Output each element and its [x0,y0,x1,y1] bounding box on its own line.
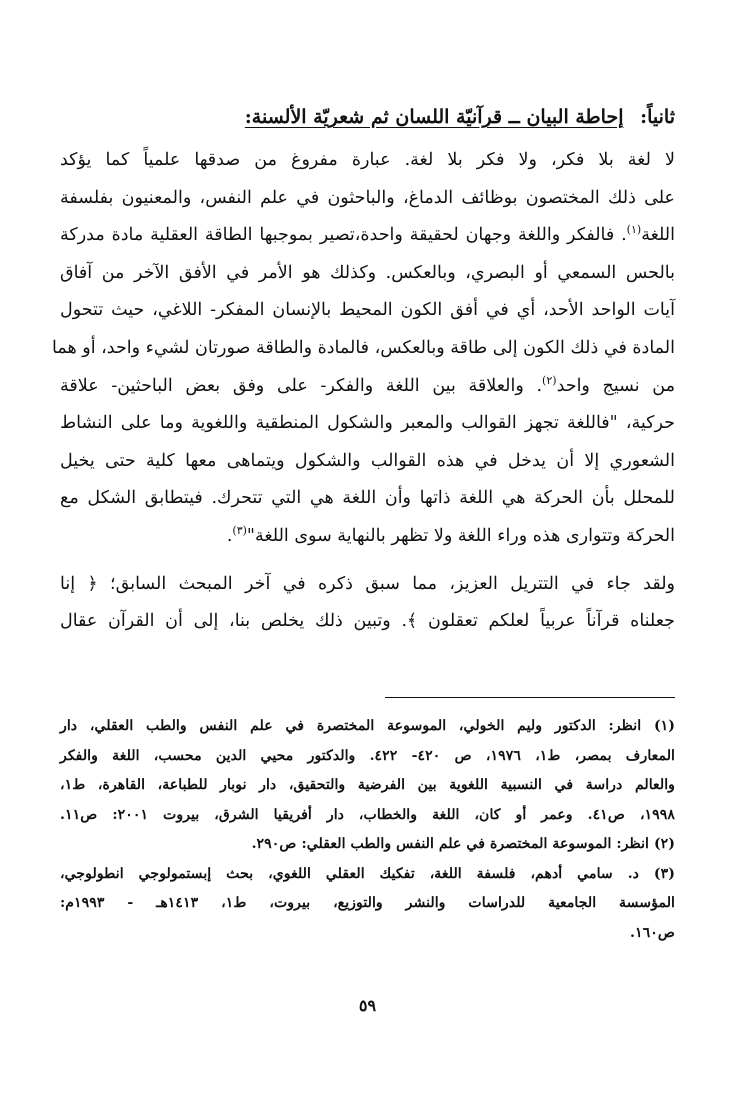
footnote-line [60,860,675,890]
text-line: للمحلل بأن الحركة هي اللغة ذاتها وأن اللغة هي التي تتحرك. فيتطابق الشكل مع [60,488,675,509]
footnote-separator [385,697,675,698]
text-line: جعلناه قرآناً عربياً لعلكم تعقلون ﴾. وتبين ذلك يخلص بنا، إلى أن القرآن عقال [60,611,675,632]
text-line: بالحس السمعي أو البصري، وبالعكس. وكذلك هو الأمر في الأفق الآخر من آفاق [60,262,675,283]
text-line: المادة في ذلك الكون إلى طاقة وبالعكس، فالمادة والطاقة صورتان لشيء واحد، أو هما [52,337,675,358]
footnote-ref: (٣) [232,524,247,538]
footnote-line: المعارف بمصر، ط١، ١٩٧٦، ص ٤٢٠- ٤٢٢. والدكتور محيي الدين محسب، اللغة والفكر [60,747,675,764]
page-number: ٥٩ [358,996,377,1015]
section-number: ثانياً: [640,106,675,128]
text-line [60,368,675,406]
text-fragment: من نسيج واحد [556,375,675,396]
main-text [52,142,675,641]
footnote-line [60,712,675,742]
text-line [60,217,675,255]
footnote-line: المؤسسة الجامعية للدراسات والنشر والتوزيع، بيروت، ط١، ١٤١٣هـ - ١٩٩٣م: [60,895,675,911]
section-heading [60,102,675,132]
footnote-text: انظر: الموسوعة المختصرة في علم النفس والطب العقلي: ص٢٩٠. [251,836,649,852]
text-line: آيات الواحد الأحد، أي في أفق الكون المحيط بالإنسان المفكر- اللاغي، حيث تتحول [60,300,675,321]
footnote-number: (٣) [653,865,675,882]
footnote-ref: (١) [626,223,642,237]
text-line: على ذلك المختصون بوظائف الدماغ، والباحثون في علم النفس، والمعنيون بفلسفة [60,187,675,208]
book-page [52,0,676,1098]
footnote-text: انظر: الدكتور وليم الخولي، الموسوعة المختصرة في علم النفس والطب العقلي، دار [60,718,642,734]
text-line: ولقد جاء في التتريل العزيز، مما سبق ذكره في آخر المبحث السابق؛ ﴿ إنا [60,573,675,594]
footnote-line [60,830,675,860]
text-fragment: . والعلاقة بين اللغة والفكر- على وفق بعض الباحثين- علاقة [60,375,543,396]
text-fragment: الحركة وتتوارى هذه وراء اللغة ولا تظهر بالنهاية سوى اللغة" [246,525,675,546]
text-fragment: . [226,525,233,546]
section-title: إحاطة البيان ــ قرآنيّة اللسان ثم شعريّة الألسنة: [244,106,624,128]
footnote-number: (٢) [653,836,675,852]
text-line: الشعوري إلا أن يدخل في هذه القوالب والشكول ويتماهى معها كلية حتى يخيل [60,450,675,471]
footnote-line: ١٩٩٨، ص٤١. وعمر أو كان، اللغة والخطاب، دار أفريقيا الشرق، بيروت ٢٠٠١: ص١١. [60,806,676,823]
text-fragment: اللغة [641,225,675,246]
text-line [60,518,675,556]
footnote-number: (١) [653,718,675,734]
text-line: لا لغة بلا فكر، ولا فكر بلا لغة. عبارة مفروغ من صدقها علمياً كما يؤكد [60,150,675,170]
footnote-ref: (٢) [542,373,557,387]
footnote-text: د. سامي أدهم، فلسفة اللغة، تفكيك العقلي اللغوي، بحث إبستمولوجي انطولوجي، [60,865,639,882]
footnote-line: والعالم دراسة في النسبية اللغوية بين الفرضية والتحقيق، دار نوبار للطباعة، القاهرة، ط١، [60,777,675,793]
footnote-line: ص١٦٠. [630,924,675,941]
text-line: حركية، "فاللغة تجهز القوالب والمعبر والشكول المنطقية واللغوية وما على النشاط [60,413,675,434]
footnotes [60,712,675,948]
text-fragment: . فالفكر واللغة وجهان لحقيقة واحدة،تصير بموجبها الطاقة العقلية مادة مدركة [60,225,627,246]
paragraph-gap [60,556,675,566]
